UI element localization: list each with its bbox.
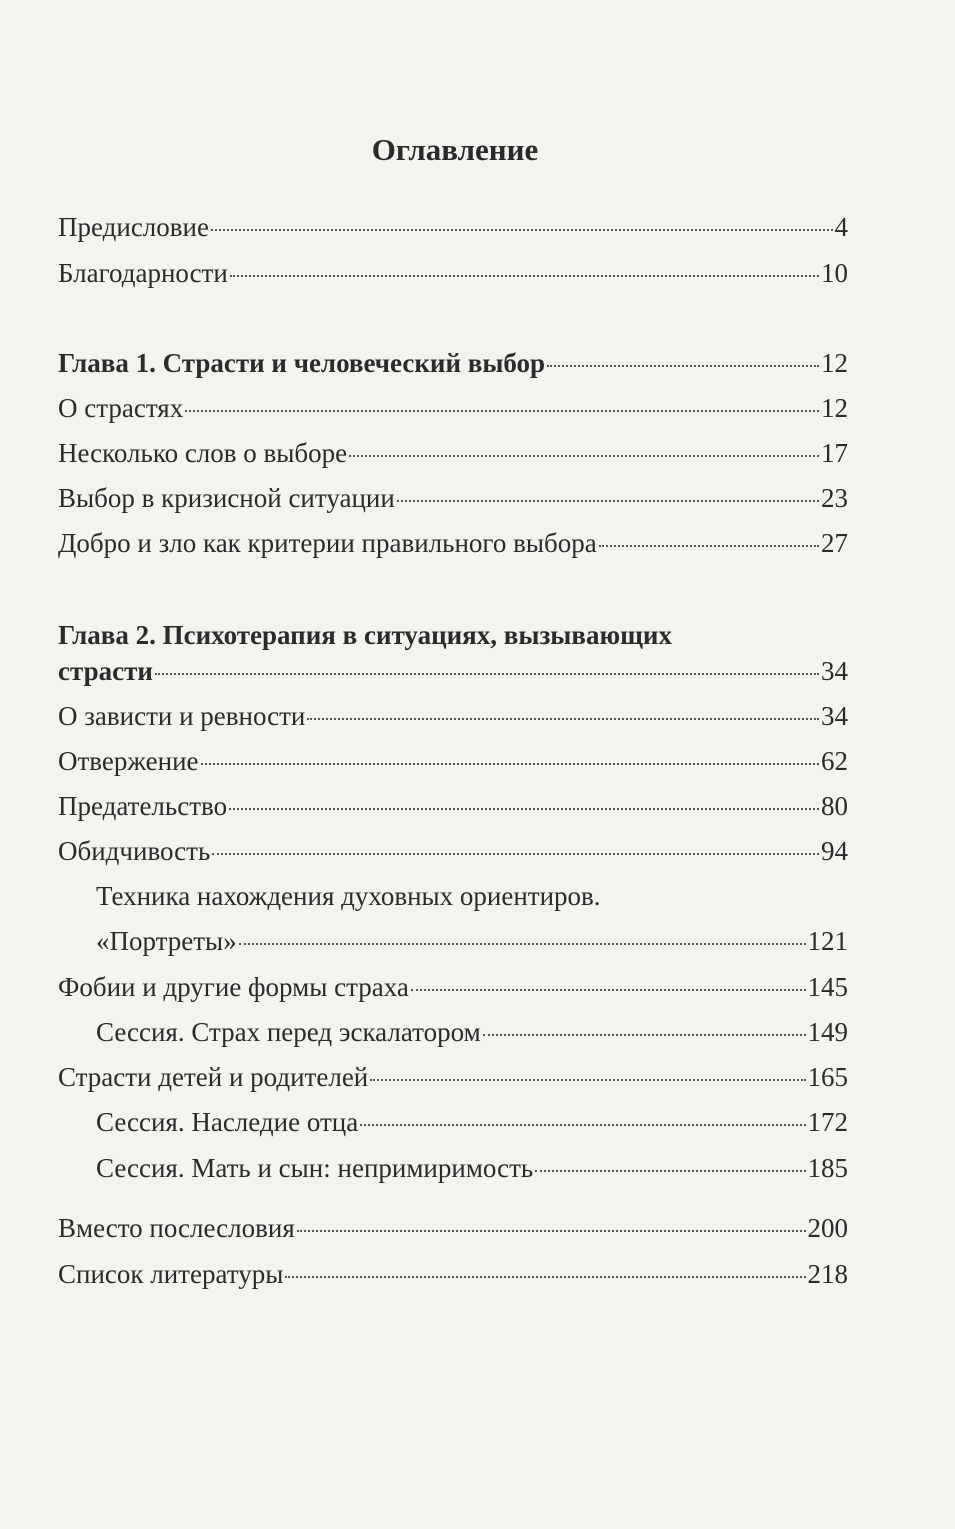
dot-leader — [483, 1034, 806, 1036]
entry-page: 4 — [834, 212, 848, 242]
entry-page: 23 — [821, 483, 848, 513]
toc-entry[interactable] — [58, 436, 848, 470]
entry-title: Сессия. Наследие отца — [96, 1107, 359, 1137]
entry-title: Добро и зло как критерии правильного выбора — [58, 528, 597, 558]
toc-subentry-line1: Техника нахождения духовных ориентиров. — [96, 881, 601, 911]
toc-entry-preface[interactable] — [58, 210, 848, 244]
entry-title: Предисловие — [58, 212, 209, 242]
toc-entry[interactable] — [58, 481, 848, 515]
dot-leader — [547, 365, 819, 367]
entry-page: 121 — [807, 926, 848, 956]
dot-leader — [411, 989, 806, 991]
toc-entry[interactable] — [58, 391, 848, 425]
entry-title: Несколько слов о выборе — [58, 438, 348, 468]
toc-entry[interactable] — [58, 834, 848, 868]
entry-title: Отвержение — [58, 746, 199, 776]
dot-leader — [360, 1124, 805, 1126]
dot-leader — [239, 943, 806, 945]
entry-title: Список литературы — [58, 1259, 284, 1289]
entry-title: О страстях — [58, 393, 184, 423]
entry-title: Глава 1. Страсти и человеческий выбор — [58, 348, 546, 378]
toc-entry-chapter-2[interactable] — [58, 654, 848, 688]
toc-subentry[interactable] — [96, 1015, 848, 1049]
toc-entry[interactable] — [58, 1060, 848, 1094]
entry-page: 12 — [821, 348, 848, 378]
dot-leader — [185, 410, 819, 412]
entry-page: 27 — [821, 528, 848, 558]
dot-leader — [229, 808, 819, 810]
entry-page: 34 — [821, 701, 848, 731]
toc-entry[interactable] — [58, 1257, 848, 1291]
toc-entry[interactable] — [58, 789, 848, 823]
toc-subentry[interactable] — [96, 1105, 848, 1139]
toc-entry-acknowledgements[interactable] — [58, 256, 848, 290]
toc-entry[interactable] — [58, 1211, 848, 1245]
entry-title: О зависти и ревности — [58, 701, 306, 731]
toc-entry-chapter-2-line1: Глава 2. Психотерапия в ситуациях, вызывающих — [58, 620, 672, 650]
toc-subentry[interactable] — [96, 924, 848, 958]
entry-page: 172 — [807, 1107, 848, 1137]
entry-title: «Портреты» — [96, 926, 237, 956]
entry-page: 17 — [821, 438, 848, 468]
entry-page: 62 — [821, 746, 848, 776]
entry-title: Сессия. Страх перед эскалатором — [96, 1017, 481, 1047]
dot-leader — [297, 1230, 806, 1232]
entry-title: Благодарности — [58, 258, 228, 288]
dot-leader — [599, 545, 819, 547]
toc-subentry[interactable] — [96, 1151, 848, 1185]
dot-leader — [370, 1079, 805, 1081]
entry-title: Страсти детей и родителей — [58, 1062, 369, 1092]
dot-leader — [285, 1276, 805, 1278]
entry-title: Предательство — [58, 791, 228, 821]
dot-leader — [212, 853, 819, 855]
entry-title: Сессия. Мать и сын: непримиримость — [96, 1153, 534, 1183]
entry-page: 80 — [821, 791, 848, 821]
entry-title: Обидчивость — [58, 836, 211, 866]
entry-page: 94 — [821, 836, 848, 866]
entry-page: 185 — [807, 1153, 848, 1183]
entry-title: страсти — [58, 656, 153, 686]
entry-page: 12 — [821, 393, 848, 423]
dot-leader — [307, 718, 819, 720]
dot-leader — [230, 275, 819, 277]
toc-entry[interactable] — [58, 744, 848, 778]
toc-entry[interactable] — [58, 699, 848, 733]
entry-page: 200 — [807, 1213, 848, 1243]
dot-leader — [349, 455, 819, 457]
toc-entry-chapter-1[interactable] — [58, 346, 848, 380]
dot-leader — [201, 763, 819, 765]
entry-page: 218 — [807, 1259, 848, 1289]
toc-entry[interactable] — [58, 970, 848, 1004]
entry-page: 165 — [807, 1062, 848, 1092]
page-title: Оглавление — [371, 132, 539, 167]
dot-leader — [397, 500, 819, 502]
entry-title: Вместо послесловия — [58, 1213, 295, 1243]
entry-page: 145 — [807, 972, 848, 1002]
toc-entry[interactable] — [58, 526, 848, 560]
dot-leader — [535, 1170, 805, 1172]
entry-page: 149 — [807, 1017, 848, 1047]
dot-leader — [155, 673, 819, 675]
dot-leader — [211, 229, 833, 231]
entry-title: Выбор в кризисной ситуации — [58, 483, 395, 513]
entry-page: 34 — [821, 656, 848, 686]
entry-title: Фобии и другие формы страха — [58, 972, 409, 1002]
entry-page: 10 — [821, 258, 848, 288]
